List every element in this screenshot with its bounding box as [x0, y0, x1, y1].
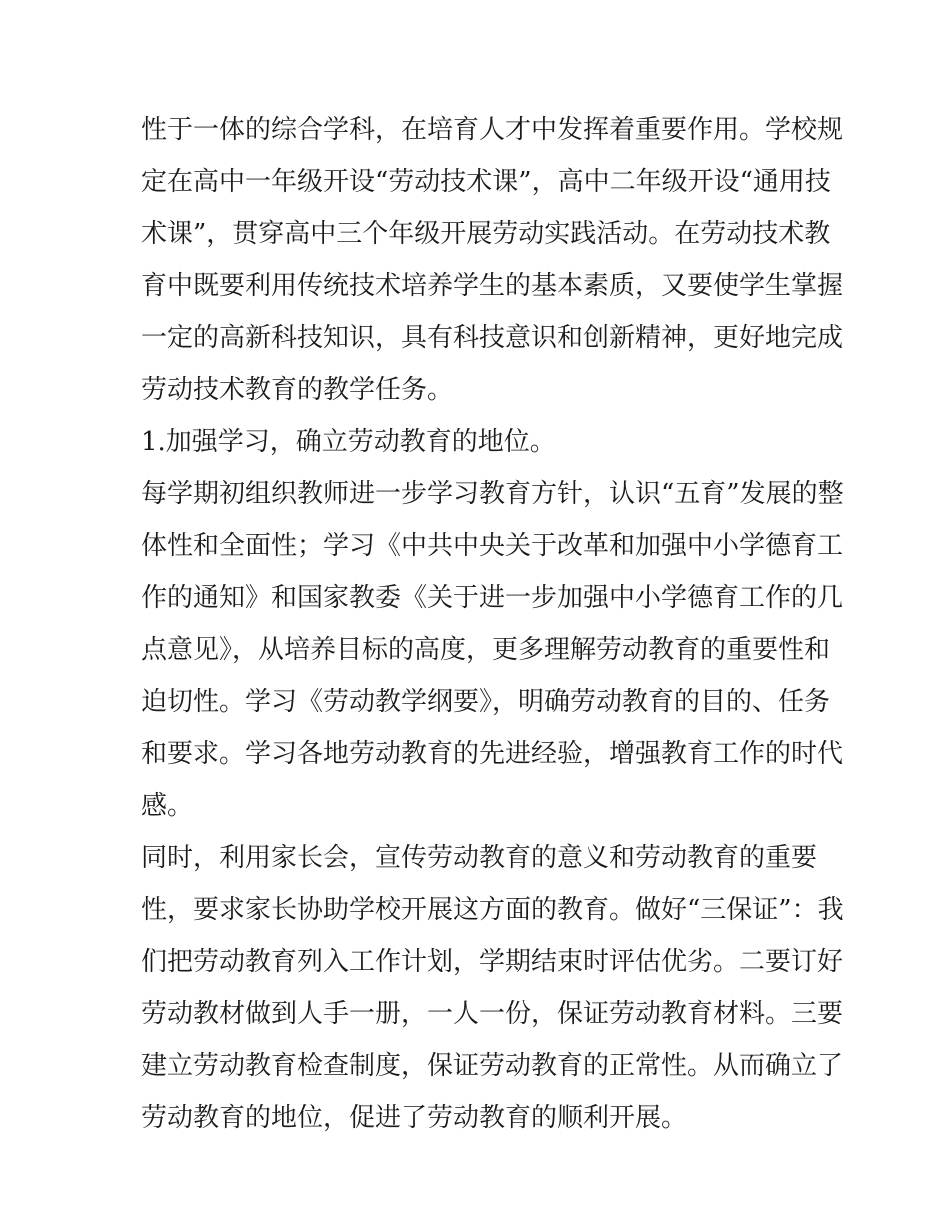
- text-line: 点意见》，从培养目标的高度，更多理解劳动教育的重要性和: [141, 635, 831, 665]
- text-line: 迫切性。学习《劳动教学纲要》，明确劳动教育的目的、任务: [141, 687, 831, 717]
- text-line: 劳动教育的地位，促进了劳动教育的顺利开展。: [141, 1103, 688, 1133]
- text-line: 劳动教材做到人手一册，一人一份，保证劳动教育材料。三要: [141, 999, 844, 1029]
- text-line: 每学期初组织教师进一步学习教育方针，认识“五育”发展的整: [141, 479, 844, 509]
- text-line: 感。: [141, 791, 194, 821]
- text-line: 育中既要利用传统技术培养学生的基本素质，又要使学生掌握: [141, 271, 844, 301]
- text-line: 同时，利用家长会，宣传劳动教育的意义和劳动教育的重要: [141, 843, 818, 873]
- text-line: 建立劳动教育检查制度，保证劳动教育的正常性。从而确立了: [141, 1051, 844, 1081]
- text-line: 作的通知》和国家教委《关于进一步加强中小学德育工作的几: [141, 583, 844, 613]
- text-line: 术课”，贯穿高中三个年级开展劳动实践活动。在劳动技术教: [141, 219, 831, 249]
- text-line: 定在高中一年级开设“劳动技术课”，高中二年级开设“通用技: [141, 167, 831, 197]
- text-line: 性，要求家长协助学校开展这方面的教育。做好“三保证”：我: [141, 895, 844, 925]
- text-line: 一定的高新科技知识，具有科技意识和创新精神，更好地完成: [141, 323, 844, 353]
- text-line: 劳动技术教育的教学任务。: [141, 375, 454, 405]
- text-line: 体性和全面性；学习《中共中央关于改革和加强中小学德育工: [141, 531, 844, 561]
- text-line: 和要求。学习各地劳动教育的先进经验，增强教育工作的时代: [141, 739, 844, 769]
- text-line: 性于一体的综合学科，在培育人才中发挥着重要作用。学校规: [141, 115, 844, 145]
- body-text: [141, 104, 844, 1144]
- section-heading: 1.加强学习，确立劳动教育的地位。: [141, 427, 556, 457]
- text-line: 们把劳动教育列入工作计划，学期结束时评估优劣。二要订好: [141, 947, 844, 977]
